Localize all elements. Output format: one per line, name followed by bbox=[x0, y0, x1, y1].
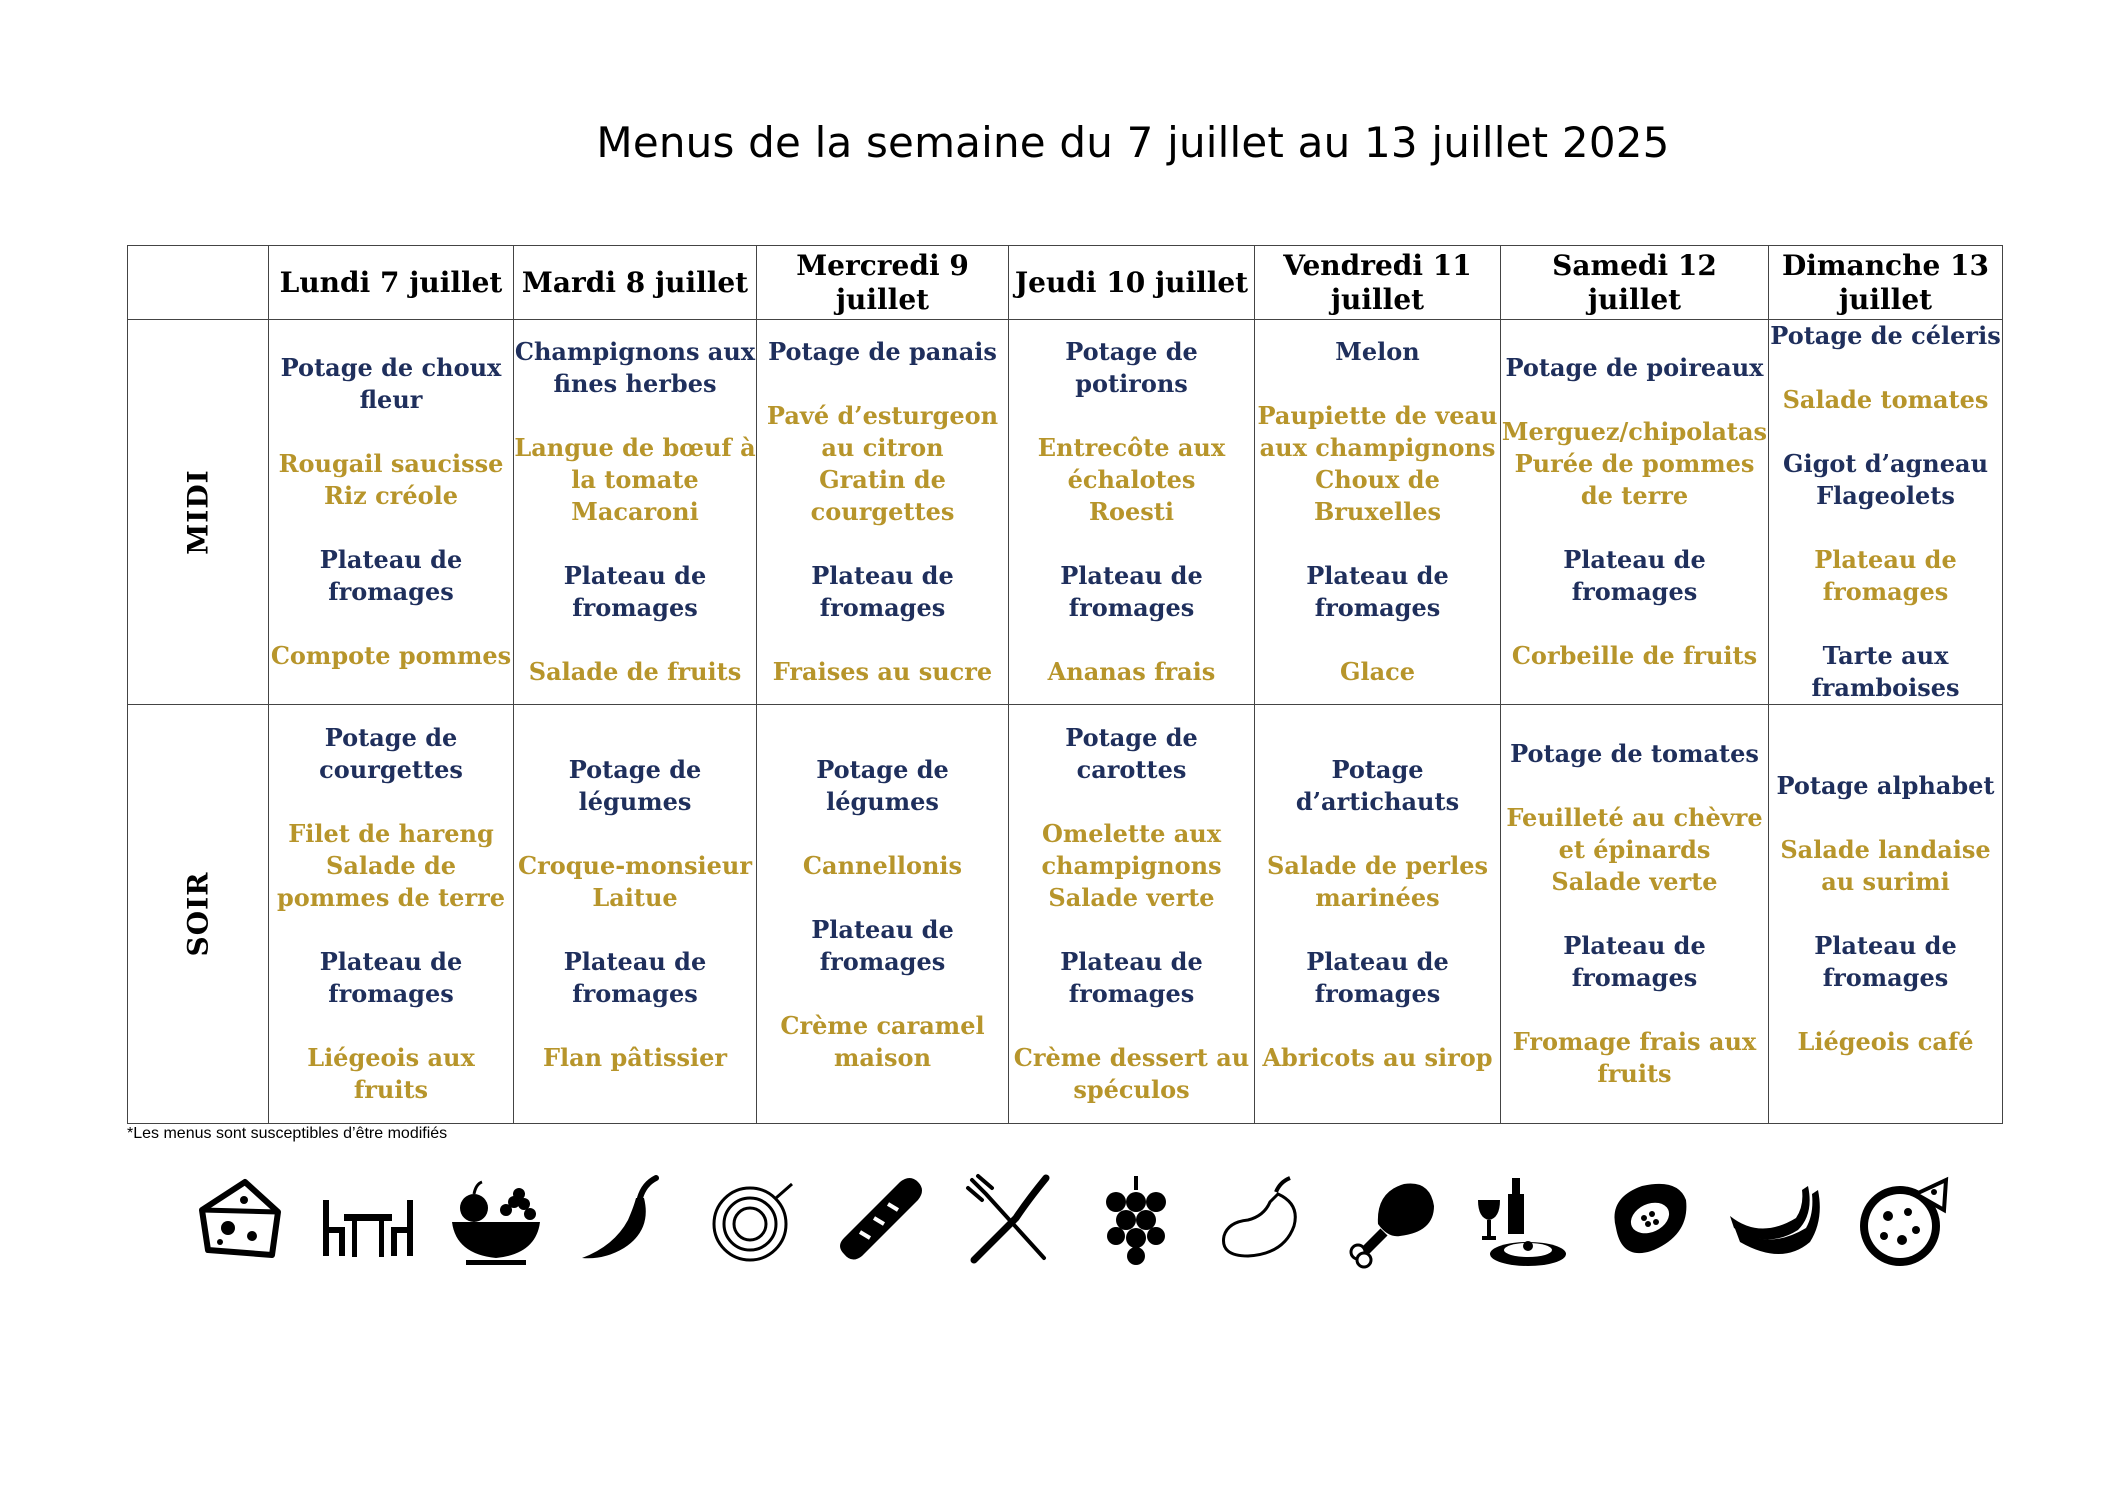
page-title: Menus de la semaine du 7 juillet au 13 juillet 2025 bbox=[596, 118, 1670, 167]
meal-cell bbox=[1255, 705, 1501, 1124]
dish-item: Entrecôte aux échalotes bbox=[1037, 433, 1226, 494]
meal-cell bbox=[757, 705, 1009, 1124]
dish-gap bbox=[1255, 818, 1500, 850]
dish-item: Purée de pommes de terre bbox=[1514, 449, 1755, 510]
dish-item: Pavé d’esturgeon au citron bbox=[766, 401, 999, 462]
menu-table bbox=[127, 245, 2003, 1124]
dish-gap bbox=[1255, 1010, 1500, 1042]
dish-item: Gigot d’agneau bbox=[1782, 449, 1989, 478]
baguette-icon bbox=[830, 1170, 930, 1270]
dish-gap bbox=[514, 914, 756, 946]
dish-item: Potage de choux fleur bbox=[280, 353, 502, 414]
dish-item: Plateau de fromages bbox=[1306, 561, 1449, 622]
dish-gap bbox=[1769, 802, 2002, 834]
dish-gap bbox=[1009, 914, 1254, 946]
dish-item: Potage de tomates bbox=[1510, 739, 1759, 768]
dish-item: Langue de bœuf à la tomate bbox=[514, 433, 756, 494]
dish-gap bbox=[1255, 528, 1500, 560]
dish-item: Plateau de fromages bbox=[1563, 931, 1706, 992]
chili-pepper-icon bbox=[574, 1170, 674, 1270]
dish-gap bbox=[1769, 898, 2002, 930]
dish-item: Salade de perles marinées bbox=[1267, 851, 1488, 912]
dish-gap bbox=[269, 1010, 513, 1042]
dish-item: Liégeois aux fruits bbox=[307, 1043, 475, 1104]
dish-item: Plateau de fromages bbox=[811, 915, 954, 976]
dish-item: Laitue bbox=[592, 883, 678, 912]
meal-cell bbox=[1769, 705, 2003, 1124]
dish-gap bbox=[757, 882, 1008, 914]
dish-item: Macaroni bbox=[571, 497, 699, 526]
dish-item: Plateau de fromages bbox=[563, 561, 707, 622]
meal-cell bbox=[757, 320, 1009, 705]
dish-item: Salade tomates bbox=[1782, 385, 1989, 414]
dish-item: Plateau de fromages bbox=[1814, 931, 1957, 992]
wine-meal-icon bbox=[1470, 1170, 1570, 1270]
dish-item: Potage de carottes bbox=[1065, 723, 1198, 784]
dish-item: Plateau de fromages bbox=[563, 947, 707, 1008]
meal-cell bbox=[269, 705, 514, 1124]
dish-gap bbox=[1009, 1010, 1254, 1042]
dish-gap bbox=[514, 528, 756, 560]
dish-item: Potage de légumes bbox=[568, 755, 702, 816]
midi-label: MIDI bbox=[181, 469, 215, 555]
dish-item: Plateau de fromages bbox=[1060, 947, 1203, 1008]
dish-item: Champignons aux fines herbes bbox=[514, 337, 756, 398]
dish-item: Roesti bbox=[1089, 497, 1174, 526]
dish-item: Plateau de fromages bbox=[319, 947, 463, 1008]
meal-cell bbox=[514, 705, 757, 1124]
dish-gap bbox=[514, 624, 756, 656]
dish-item: Potage d’artichauts bbox=[1295, 755, 1460, 816]
day-header: Jeudi 10 juillet bbox=[1009, 246, 1255, 320]
meal-cell bbox=[1501, 705, 1769, 1124]
dish-item: Corbeille de fruits bbox=[1511, 641, 1758, 670]
dish-item: Omelette aux champignons bbox=[1041, 819, 1222, 880]
dish-gap bbox=[1009, 786, 1254, 818]
dish-gap bbox=[1009, 400, 1254, 432]
dish-item: Potage de poireaux bbox=[1505, 353, 1764, 382]
meal-cell bbox=[1255, 320, 1501, 705]
day-header: Dimanche 13 juillet bbox=[1769, 246, 2003, 320]
pizza-icon bbox=[1854, 1170, 1954, 1270]
dish-gap bbox=[757, 624, 1008, 656]
day-header: Mercredi 9 juillet bbox=[757, 246, 1009, 320]
dish-gap bbox=[1769, 416, 2002, 448]
dish-gap bbox=[269, 416, 513, 448]
dish-gap bbox=[269, 608, 513, 640]
soir-row bbox=[128, 705, 2003, 1124]
dish-gap bbox=[1009, 624, 1254, 656]
onion-icon bbox=[702, 1170, 802, 1270]
dish-item: Riz créole bbox=[324, 481, 458, 510]
dish-item: Plateau de fromages bbox=[1060, 561, 1203, 622]
dish-item: Choux de Bruxelles bbox=[1314, 465, 1441, 526]
meal-cell bbox=[1769, 320, 2003, 705]
dish-gap bbox=[1501, 384, 1768, 416]
dish-item: Salade de pommes de terre bbox=[276, 851, 506, 912]
dish-item: Rougail saucisse bbox=[278, 449, 504, 478]
dish-item: Cannellonis bbox=[802, 851, 963, 880]
dish-gap bbox=[1501, 898, 1768, 930]
footnote: *Les menus sont susceptibles d’être modifiés bbox=[127, 1125, 448, 1142]
meal-cell bbox=[1009, 705, 1255, 1124]
dish-item: Filet de hareng bbox=[288, 819, 494, 848]
dish-gap bbox=[514, 400, 756, 432]
meal-cell bbox=[1009, 320, 1255, 705]
cheese-icon bbox=[190, 1170, 290, 1270]
bananas-icon bbox=[1726, 1170, 1826, 1270]
dish-item: Potage de légumes bbox=[816, 755, 949, 816]
dish-item: Melon bbox=[1335, 337, 1420, 366]
fork-knife-icon bbox=[958, 1170, 1058, 1270]
papaya-icon bbox=[1598, 1170, 1698, 1270]
grapes-icon bbox=[1086, 1170, 1186, 1270]
dish-gap bbox=[1255, 914, 1500, 946]
dish-item: Potage de courgettes bbox=[319, 723, 463, 784]
dish-gap bbox=[757, 978, 1008, 1010]
day-header: Mardi 8 juillet bbox=[514, 246, 757, 320]
dish-item: Potage de potirons bbox=[1065, 337, 1198, 398]
dish-gap bbox=[1501, 512, 1768, 544]
day-header: Vendredi 11 juillet bbox=[1255, 246, 1501, 320]
table-chairs-icon bbox=[318, 1170, 418, 1270]
dish-item: Flan pâtissier bbox=[542, 1043, 728, 1072]
meal-cell bbox=[1501, 320, 1769, 705]
dish-item: Plateau de fromages bbox=[319, 545, 463, 606]
dish-gap bbox=[269, 512, 513, 544]
dish-gap bbox=[514, 818, 756, 850]
dish-item: Fraises au sucre bbox=[772, 657, 993, 686]
day-header: Samedi 12 juillet bbox=[1501, 246, 1769, 320]
dish-item: Glace bbox=[1339, 657, 1416, 686]
dish-item: Fromage frais aux fruits bbox=[1512, 1027, 1757, 1088]
dish-gap bbox=[1501, 994, 1768, 1026]
corner-cell bbox=[128, 246, 269, 320]
dish-item: Plateau de fromages bbox=[1814, 545, 1957, 606]
dish-item: Salade de fruits bbox=[528, 657, 742, 686]
soir-label: SOIR bbox=[181, 871, 215, 957]
day-header: Lundi 7 juillet bbox=[269, 246, 514, 320]
dish-item: Potage de panais bbox=[768, 337, 997, 366]
dish-gap bbox=[1501, 608, 1768, 640]
dish-item: Salade landaise au surimi bbox=[1780, 835, 1991, 896]
dish-item: Plateau de fromages bbox=[1563, 545, 1706, 606]
dish-item: Plateau de fromages bbox=[1306, 947, 1449, 1008]
eggplant-icon bbox=[1214, 1170, 1314, 1270]
icon-strip bbox=[190, 1170, 1990, 1270]
dish-gap bbox=[1769, 352, 2002, 384]
dish-item: Flageolets bbox=[1816, 481, 1955, 510]
meal-cell bbox=[514, 320, 757, 705]
dish-item: Croque-monsieur bbox=[517, 851, 753, 880]
dish-gap bbox=[1501, 770, 1768, 802]
dish-item: Crème caramel maison bbox=[780, 1011, 985, 1072]
dish-gap bbox=[1769, 994, 2002, 1026]
row-label-soir bbox=[128, 705, 269, 1124]
dish-item: Tarte aux framboises bbox=[1811, 641, 1960, 702]
dish-item: Abricots au sirop bbox=[1262, 1043, 1493, 1072]
dish-gap bbox=[757, 368, 1008, 400]
dish-gap bbox=[269, 786, 513, 818]
dish-item: Compote pommes bbox=[270, 641, 512, 670]
dish-item: Potage alphabet bbox=[1776, 771, 1995, 800]
dish-gap bbox=[269, 914, 513, 946]
fruit-bowl-icon bbox=[446, 1170, 546, 1270]
dish-gap bbox=[1769, 608, 2002, 640]
dish-gap bbox=[1009, 528, 1254, 560]
header-row bbox=[128, 246, 2003, 320]
dish-item: Plateau de fromages bbox=[811, 561, 954, 622]
row-label-midi bbox=[128, 320, 269, 705]
dish-item: Crème dessert au spéculos bbox=[1013, 1043, 1250, 1104]
dish-gap bbox=[757, 818, 1008, 850]
dish-gap bbox=[757, 528, 1008, 560]
dish-item: Potage de céleris bbox=[1770, 321, 2001, 350]
dish-item: Feuilleté au chèvre et épinards bbox=[1506, 803, 1763, 864]
dish-item: Ananas frais bbox=[1047, 657, 1216, 686]
dish-item: Merguez/chipolatas bbox=[1501, 417, 1768, 446]
dish-gap bbox=[1769, 512, 2002, 544]
dish-gap bbox=[1255, 624, 1500, 656]
dish-gap bbox=[514, 1010, 756, 1042]
meal-cell bbox=[269, 320, 514, 705]
chicken-leg-icon bbox=[1342, 1170, 1442, 1270]
dish-item: Paupiette de veau aux champignons bbox=[1257, 401, 1498, 462]
midi-row bbox=[128, 320, 2003, 705]
dish-item: Gratin de courgettes bbox=[810, 465, 955, 526]
dish-item: Salade verte bbox=[1048, 883, 1215, 912]
dish-item: Liégeois café bbox=[1797, 1027, 1974, 1056]
dish-gap bbox=[1255, 368, 1500, 400]
dish-item: Salade verte bbox=[1551, 867, 1718, 896]
